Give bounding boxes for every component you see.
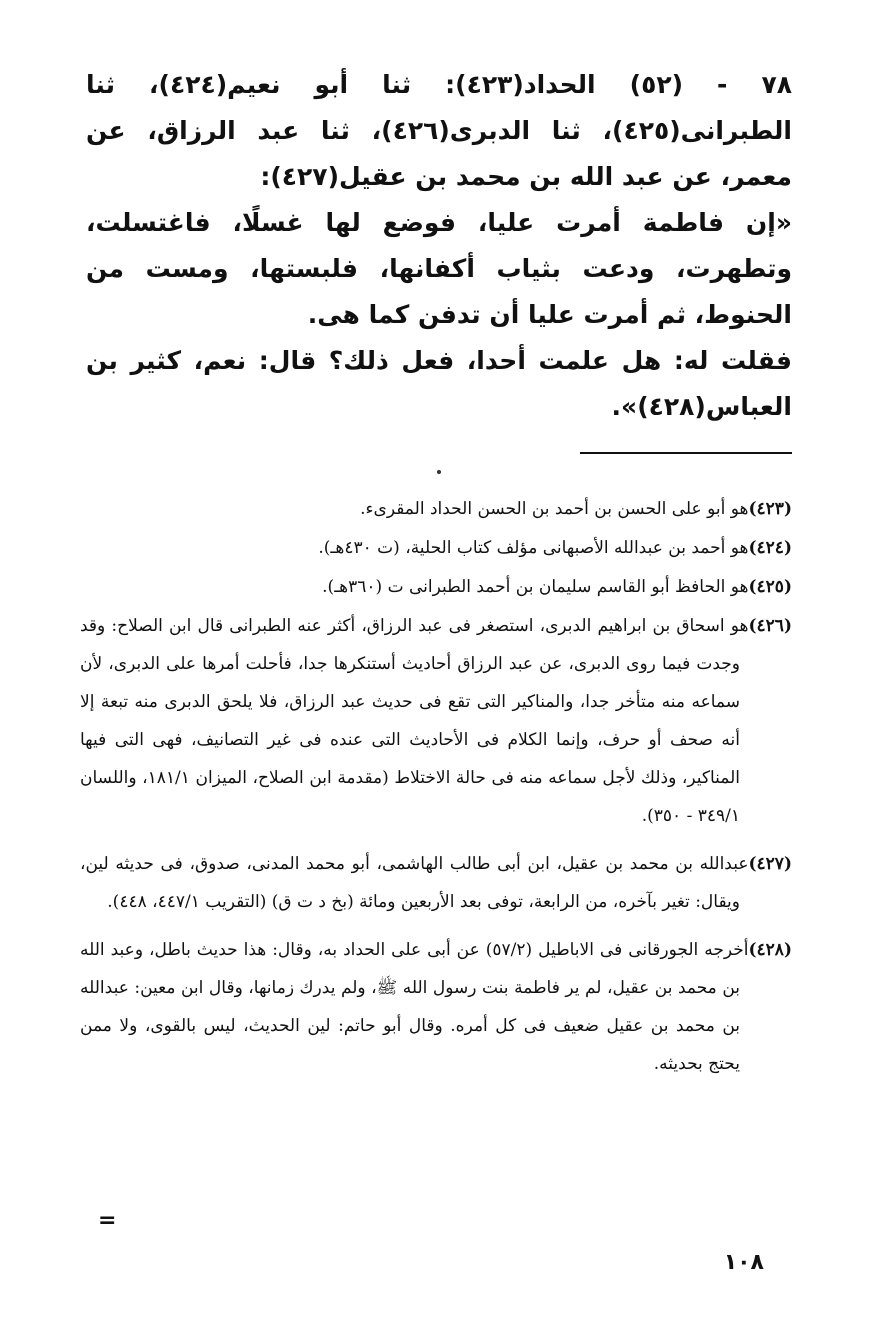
footnote-text: هو أحمد بن عبدالله الأصبهانى مؤلف كتاب الحلية، (ت ٤٣٠هـ). (318, 538, 749, 558)
footnotes (80, 490, 792, 1084)
footnote-number: (٤٢٣) (748, 499, 792, 519)
footnote-number: (٤٢٥) (748, 577, 792, 597)
hadith-matn: «إن فاطمة أمرت عليا، فوضع لها غسلًا، فاغتسلت، وتطهرت، ودعت بثياب أكفانها، فلبستها، ومست من الحنوط، ثم أمرت عليا أن تدفن كما هى. (86, 208, 792, 329)
footnote-text: هو اسحاق بن ابراهيم الدبرى، استصغر فى عبد الرزاق، أكثر عنه الطبرانى قال ابن الصلاح: وقد وجدت فيما روى الدبرى، عن عبد الرزاق أحاديث أستنكرها جدا، فأحلت أمرها على الدبرى، لأن سماعه منه متأخر جدا، والمناكير التى تقع فى حديث عبد الرزاق، فلا يلحق الدبرى منه تبعة إلا أنه صحف أو حرف، وإنما الكلام فى الأحاديث التى عنده فى غير التصانيف، فهى التى فيها المناكير، وذلك لأجل سماعه منه فى حالة الاختلاط (مقدمة ابن الصلاح، الميزان ١٨١/١، واللسان ٣٤٩/١ - ٣٥٠). (80, 616, 749, 826)
footnote-number: (٤٢٤) (748, 538, 792, 558)
footnote-424 (80, 529, 792, 567)
footnote-text: هو الحافظ أبو القاسم سليمان بن أحمد الطبرانى ت (٣٦٠هـ). (322, 577, 749, 597)
footnote-text: هو أبو على الحسن بن أحمد بن الحسن الحداد المقرىء. (360, 499, 749, 519)
footnote-426 (80, 607, 792, 835)
footnote-427 (80, 845, 792, 921)
footnote-428 (80, 931, 792, 1083)
page-number: ١٠٨ (723, 1250, 764, 1275)
hadith-question: فقلت له: هل علمت أحدا، فعل ذلك؟ قال: نعم، كثير بن العباس(٤٢٨)». (86, 346, 792, 421)
end-mark: = (98, 1208, 117, 1233)
footnote-text: عبدالله بن محمد بن عقيل، ابن أبى طالب الهاشمى، أبو محمد المدنى، صدوق، فى حديثه لين، ويقال: تغير بآخره، من الرابعة، توفى بعد الأربعين ومائة (بخ د ت ق) (التقريب ٤٤٧/١، ٤٤٨). (80, 854, 749, 912)
footnote-number: (٤٢٨) (748, 940, 792, 960)
footnote-separator (580, 452, 792, 454)
ink-dot (437, 470, 441, 474)
hadith-text (86, 62, 792, 430)
footnote-423 (80, 490, 792, 528)
footnote-text: أخرجه الجورقانى فى الاباطيل (٥٧/٢) عن أبى على الحداد به، وقال: هذا حديث باطل، وعبد الله بن محمد بن عقيل، لم ير فاطمة بنت رسول الله ﷺ، ولم يدرك زمانها، وقال ابن معين: عبدالله بن محمد بن عقيل ضعيف فى كل أمره. وقال أبو حاتم: لين الحديث، ليس بالقوى، ولا ممن يحتج بحديثه. (80, 940, 749, 1074)
footnote-number: (٤٢٧) (748, 854, 792, 874)
hadith-isnad: ٧٨ - (٥٢) الحداد(٤٢٣): ثنا أبو نعيم(٤٢٤)، ثنا الطبرانى(٤٢٥)، ثنا الدبرى(٤٢٦)، ثنا عبد الرزاق، عن معمر، عن عبد الله بن محمد بن عقيل(٤٢٧): (86, 70, 792, 191)
footnote-number: (٤٢٦) (748, 616, 792, 636)
footnote-425 (80, 568, 792, 606)
